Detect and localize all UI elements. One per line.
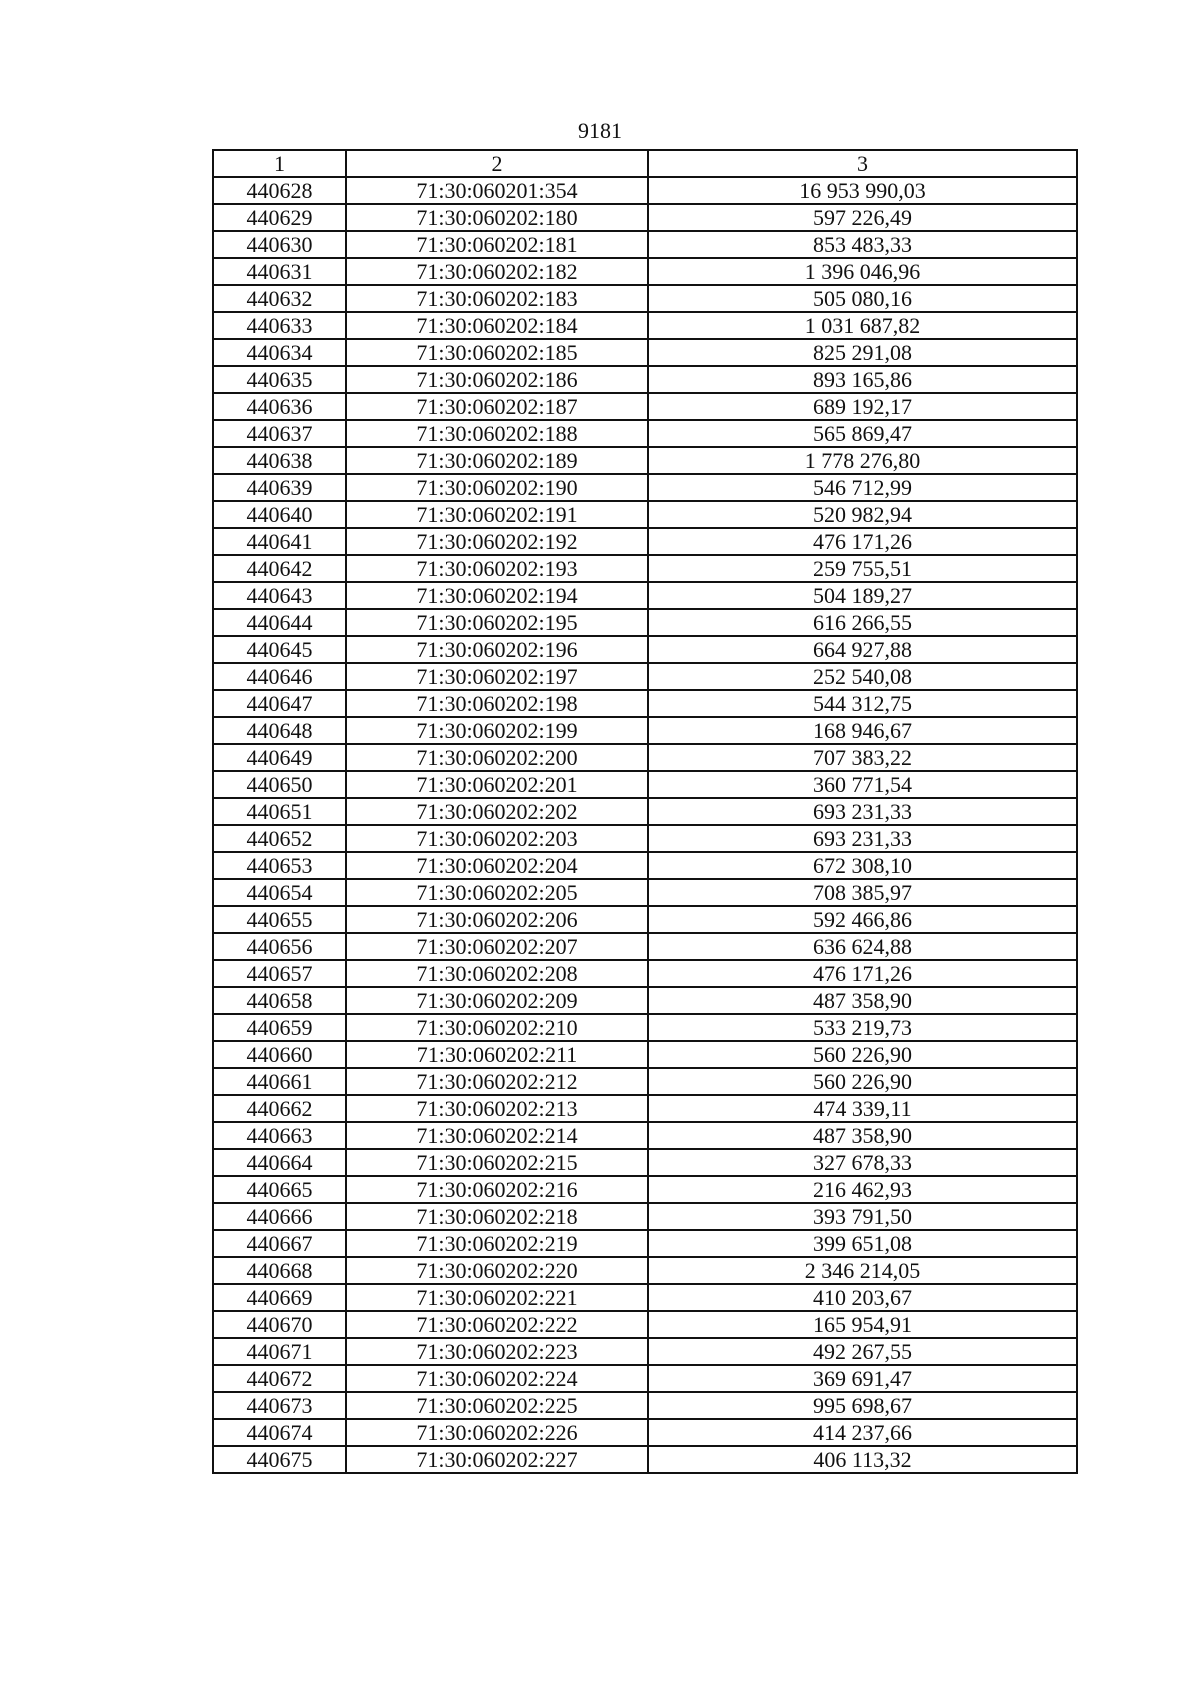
row-number-cell: 440658 (213, 987, 346, 1014)
cadastral-number-cell: 71:30:060202:215 (346, 1149, 648, 1176)
row-number-cell: 440652 (213, 825, 346, 852)
cadastral-number-cell: 71:30:060202:200 (346, 744, 648, 771)
cadastral-value-cell: 995 698,67 (648, 1392, 1077, 1419)
cadastral-number-cell: 71:30:060202:207 (346, 933, 648, 960)
cadastral-number-cell: 71:30:060202:198 (346, 690, 648, 717)
row-number-cell: 440653 (213, 852, 346, 879)
cadastral-number-cell: 71:30:060202:199 (346, 717, 648, 744)
cadastral-number-cell: 71:30:060202:204 (346, 852, 648, 879)
cadastral-value-cell: 664 927,88 (648, 636, 1077, 663)
row-number-cell: 440636 (213, 393, 346, 420)
cadastral-number-cell: 71:30:060202:220 (346, 1257, 648, 1284)
cadastral-value-cell: 592 466,86 (648, 906, 1077, 933)
column-header-1: 1 (213, 150, 346, 177)
row-number-cell: 440632 (213, 285, 346, 312)
row-number-cell: 440634 (213, 339, 346, 366)
row-number-cell: 440659 (213, 1014, 346, 1041)
cadastral-value-cell: 1 396 046,96 (648, 258, 1077, 285)
table-row (213, 933, 1077, 960)
cadastral-value-cell: 560 226,90 (648, 1068, 1077, 1095)
row-number-cell: 440666 (213, 1203, 346, 1230)
cadastral-number-cell: 71:30:060202:213 (346, 1095, 648, 1122)
cadastral-value-table (212, 149, 1078, 1474)
cadastral-number-cell: 71:30:060202:181 (346, 231, 648, 258)
table-row (213, 1122, 1077, 1149)
cadastral-value-cell: 487 358,90 (648, 987, 1077, 1014)
cadastral-value-cell: 165 954,91 (648, 1311, 1077, 1338)
table-row (213, 393, 1077, 420)
cadastral-number-cell: 71:30:060202:221 (346, 1284, 648, 1311)
cadastral-number-cell: 71:30:060202:191 (346, 501, 648, 528)
table-row (213, 987, 1077, 1014)
cadastral-number-cell: 71:30:060202:189 (346, 447, 648, 474)
table-row (213, 204, 1077, 231)
row-number-cell: 440667 (213, 1230, 346, 1257)
cadastral-value-cell: 597 226,49 (648, 204, 1077, 231)
table-row (213, 1338, 1077, 1365)
cadastral-value-cell: 565 869,47 (648, 420, 1077, 447)
cadastral-number-cell: 71:30:060202:214 (346, 1122, 648, 1149)
table-row (213, 1365, 1077, 1392)
row-number-cell: 440673 (213, 1392, 346, 1419)
cadastral-value-cell: 825 291,08 (648, 339, 1077, 366)
cadastral-number-cell: 71:30:060202:190 (346, 474, 648, 501)
row-number-cell: 440628 (213, 177, 346, 204)
row-number-cell: 440649 (213, 744, 346, 771)
cadastral-value-cell: 492 267,55 (648, 1338, 1077, 1365)
cadastral-value-cell: 546 712,99 (648, 474, 1077, 501)
table-row (213, 1176, 1077, 1203)
cadastral-value-cell: 474 339,11 (648, 1095, 1077, 1122)
cadastral-number-cell: 71:30:060202:226 (346, 1419, 648, 1446)
row-number-cell: 440650 (213, 771, 346, 798)
row-number-cell: 440635 (213, 366, 346, 393)
cadastral-number-cell: 71:30:060202:203 (346, 825, 648, 852)
cadastral-value-cell: 410 203,67 (648, 1284, 1077, 1311)
table-row (213, 1311, 1077, 1338)
row-number-cell: 440675 (213, 1446, 346, 1473)
row-number-cell: 440656 (213, 933, 346, 960)
row-number-cell: 440665 (213, 1176, 346, 1203)
row-number-cell: 440662 (213, 1095, 346, 1122)
cadastral-value-cell: 327 678,33 (648, 1149, 1077, 1176)
table-row (213, 1284, 1077, 1311)
row-number-cell: 440640 (213, 501, 346, 528)
cadastral-value-cell: 259 755,51 (648, 555, 1077, 582)
table-row (213, 366, 1077, 393)
row-number-cell: 440637 (213, 420, 346, 447)
table-row (213, 825, 1077, 852)
cadastral-number-cell: 71:30:060202:201 (346, 771, 648, 798)
cadastral-value-cell: 168 946,67 (648, 717, 1077, 744)
table-row (213, 879, 1077, 906)
cadastral-number-cell: 71:30:060201:354 (346, 177, 648, 204)
cadastral-number-cell: 71:30:060202:180 (346, 204, 648, 231)
table-row (213, 555, 1077, 582)
row-number-cell: 440660 (213, 1041, 346, 1068)
row-number-cell: 440674 (213, 1419, 346, 1446)
row-number-cell: 440630 (213, 231, 346, 258)
cadastral-number-cell: 71:30:060202:194 (346, 582, 648, 609)
table-row (213, 1446, 1077, 1473)
row-number-cell: 440669 (213, 1284, 346, 1311)
cadastral-value-cell: 505 080,16 (648, 285, 1077, 312)
cadastral-value-cell: 2 346 214,05 (648, 1257, 1077, 1284)
cadastral-value-cell: 533 219,73 (648, 1014, 1077, 1041)
row-number-cell: 440629 (213, 204, 346, 231)
cadastral-value-cell: 853 483,33 (648, 231, 1077, 258)
table-row (213, 960, 1077, 987)
row-number-cell: 440672 (213, 1365, 346, 1392)
table-row (213, 1095, 1077, 1122)
cadastral-value-cell: 252 540,08 (648, 663, 1077, 690)
cadastral-value-cell: 487 358,90 (648, 1122, 1077, 1149)
table-row (213, 1014, 1077, 1041)
table-row (213, 771, 1077, 798)
cadastral-number-cell: 71:30:060202:195 (346, 609, 648, 636)
table-row (213, 798, 1077, 825)
cadastral-value-cell: 520 982,94 (648, 501, 1077, 528)
row-number-cell: 440655 (213, 906, 346, 933)
cadastral-number-cell: 71:30:060202:211 (346, 1041, 648, 1068)
cadastral-number-cell: 71:30:060202:219 (346, 1230, 648, 1257)
table-row (213, 177, 1077, 204)
row-number-cell: 440642 (213, 555, 346, 582)
row-number-cell: 440657 (213, 960, 346, 987)
cadastral-number-cell: 71:30:060202:188 (346, 420, 648, 447)
cadastral-value-cell: 399 651,08 (648, 1230, 1077, 1257)
cadastral-value-cell: 1 778 276,80 (648, 447, 1077, 474)
row-number-cell: 440639 (213, 474, 346, 501)
cadastral-number-cell: 71:30:060202:225 (346, 1392, 648, 1419)
cadastral-number-cell: 71:30:060202:193 (346, 555, 648, 582)
row-number-cell: 440671 (213, 1338, 346, 1365)
row-number-cell: 440651 (213, 798, 346, 825)
cadastral-value-cell: 693 231,33 (648, 825, 1077, 852)
cadastral-number-cell: 71:30:060202:187 (346, 393, 648, 420)
cadastral-number-cell: 71:30:060202:184 (346, 312, 648, 339)
table-row (213, 1257, 1077, 1284)
table-header (213, 150, 1077, 177)
cadastral-value-cell: 708 385,97 (648, 879, 1077, 906)
table-row (213, 1230, 1077, 1257)
cadastral-number-cell: 71:30:060202:222 (346, 1311, 648, 1338)
cadastral-number-cell: 71:30:060202:209 (346, 987, 648, 1014)
row-number-cell: 440641 (213, 528, 346, 555)
row-number-cell: 440638 (213, 447, 346, 474)
table-row (213, 312, 1077, 339)
cadastral-number-cell: 71:30:060202:202 (346, 798, 648, 825)
table-row (213, 690, 1077, 717)
cadastral-number-cell: 71:30:060202:208 (346, 960, 648, 987)
row-number-cell: 440670 (213, 1311, 346, 1338)
cadastral-value-cell: 216 462,93 (648, 1176, 1077, 1203)
table-row (213, 1149, 1077, 1176)
table-row (213, 717, 1077, 744)
cadastral-value-cell: 406 113,32 (648, 1446, 1077, 1473)
cadastral-value-cell: 636 624,88 (648, 933, 1077, 960)
cadastral-number-cell: 71:30:060202:185 (346, 339, 648, 366)
cadastral-number-cell: 71:30:060202:186 (346, 366, 648, 393)
table-row (213, 528, 1077, 555)
cadastral-value-cell: 544 312,75 (648, 690, 1077, 717)
table-row (213, 474, 1077, 501)
cadastral-number-cell: 71:30:060202:192 (346, 528, 648, 555)
row-number-cell: 440668 (213, 1257, 346, 1284)
cadastral-number-cell: 71:30:060202:227 (346, 1446, 648, 1473)
cadastral-number-cell: 71:30:060202:224 (346, 1365, 648, 1392)
cadastral-value-cell: 476 171,26 (648, 528, 1077, 555)
table-row (213, 447, 1077, 474)
cadastral-number-cell: 71:30:060202:197 (346, 663, 648, 690)
table-row (213, 339, 1077, 366)
table-row (213, 1203, 1077, 1230)
cadastral-value-cell: 672 308,10 (648, 852, 1077, 879)
cadastral-value-cell: 360 771,54 (648, 771, 1077, 798)
table-row (213, 906, 1077, 933)
table-row (213, 1041, 1077, 1068)
table-row (213, 663, 1077, 690)
table-body (213, 177, 1077, 1473)
cadastral-value-cell: 689 192,17 (648, 393, 1077, 420)
cadastral-value-cell: 504 189,27 (648, 582, 1077, 609)
table-row (213, 636, 1077, 663)
cadastral-value-cell: 16 953 990,03 (648, 177, 1077, 204)
page-number-text: 9181 (578, 118, 622, 143)
table-row (213, 1068, 1077, 1095)
row-number-cell: 440646 (213, 663, 346, 690)
cadastral-value-cell: 893 165,86 (648, 366, 1077, 393)
cadastral-value-cell: 369 691,47 (648, 1365, 1077, 1392)
cadastral-number-cell: 71:30:060202:183 (346, 285, 648, 312)
table-row (213, 258, 1077, 285)
column-header-3: 3 (648, 150, 1077, 177)
row-number-cell: 440647 (213, 690, 346, 717)
table-row (213, 582, 1077, 609)
cadastral-value-cell: 693 231,33 (648, 798, 1077, 825)
row-number-cell: 440643 (213, 582, 346, 609)
header-row (213, 150, 1077, 177)
column-header-2: 2 (346, 150, 648, 177)
row-number-cell: 440645 (213, 636, 346, 663)
row-number-cell: 440664 (213, 1149, 346, 1176)
cadastral-value-cell: 414 237,66 (648, 1419, 1077, 1446)
cadastral-value-cell: 393 791,50 (648, 1203, 1077, 1230)
cadastral-value-cell: 707 383,22 (648, 744, 1077, 771)
table-row (213, 1419, 1077, 1446)
cadastral-number-cell: 71:30:060202:182 (346, 258, 648, 285)
row-number-cell: 440631 (213, 258, 346, 285)
cadastral-value-cell: 1 031 687,82 (648, 312, 1077, 339)
cadastral-value-cell: 560 226,90 (648, 1041, 1077, 1068)
row-number-cell: 440661 (213, 1068, 346, 1095)
cadastral-number-cell: 71:30:060202:210 (346, 1014, 648, 1041)
cadastral-number-cell: 71:30:060202:212 (346, 1068, 648, 1095)
row-number-cell: 440648 (213, 717, 346, 744)
cadastral-number-cell: 71:30:060202:216 (346, 1176, 648, 1203)
cadastral-number-cell: 71:30:060202:196 (346, 636, 648, 663)
table-row (213, 501, 1077, 528)
table-row (213, 231, 1077, 258)
cadastral-number-cell: 71:30:060202:218 (346, 1203, 648, 1230)
table-row (213, 1392, 1077, 1419)
row-number-cell: 440633 (213, 312, 346, 339)
row-number-cell: 440644 (213, 609, 346, 636)
cadastral-value-cell: 476 171,26 (648, 960, 1077, 987)
row-number-cell: 440663 (213, 1122, 346, 1149)
table-row (213, 285, 1077, 312)
cadastral-number-cell: 71:30:060202:223 (346, 1338, 648, 1365)
table-row (213, 609, 1077, 636)
cadastral-value-cell: 616 266,55 (648, 609, 1077, 636)
cadastral-number-cell: 71:30:060202:205 (346, 879, 648, 906)
table-row (213, 744, 1077, 771)
table-row (213, 852, 1077, 879)
row-number-cell: 440654 (213, 879, 346, 906)
table-row (213, 420, 1077, 447)
page-number (0, 118, 1200, 144)
cadastral-number-cell: 71:30:060202:206 (346, 906, 648, 933)
